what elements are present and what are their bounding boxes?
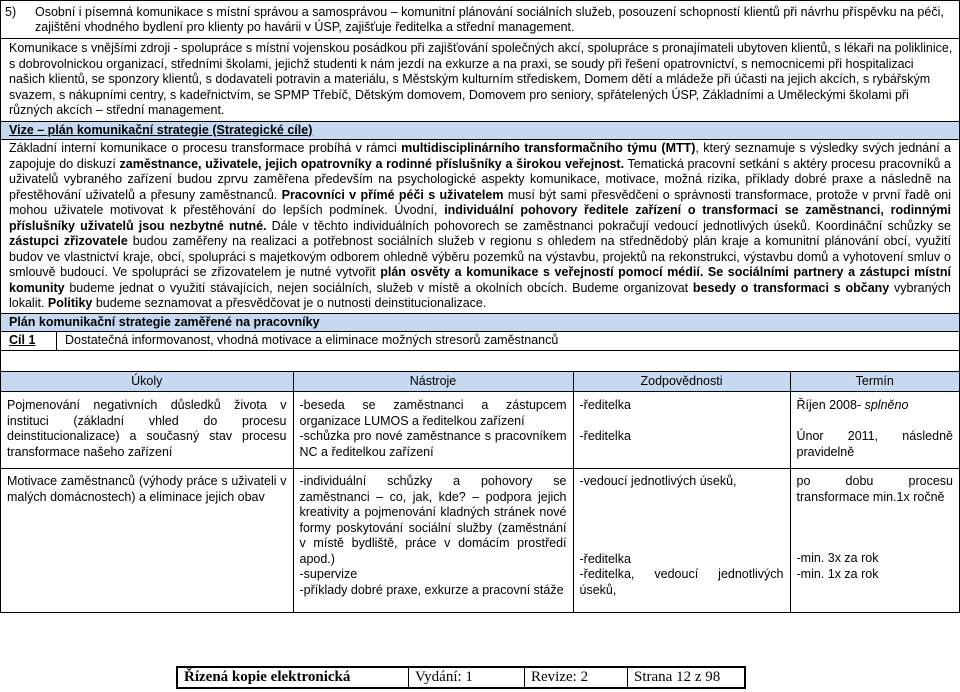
vize-text-row [1,140,959,314]
row1-termin-1: Říjen 2008- splněno [796,398,909,412]
row1-zodp-1: -ředitelka [579,398,631,412]
footer-page: Strana 12 z 98 [634,669,721,685]
vize-title: Vize – plán komunikační strategie (Strategické cíle) [9,122,313,137]
row1-zodpovednosti [573,392,790,469]
row2-nastroj-3: -příklady dobré praxe, exkurze a pracovní stáže [299,582,564,597]
row2-nastroj-1: -individuální schůzky a pohovory se zaměstnanci – co, jak, kde? – podpora jejich kreativity a pojmenování kladných stránek nové formy poskytování sociální služby (zaměstnání v místě bydliště, práce v domácím prostředí apod.) [299,474,567,566]
cil-text: Dostatečná informovanost, vhodná motivace a eliminace možných stresorů zaměstnanců [65,333,559,347]
footer-revision: Revize: 2 [525,668,628,687]
row1-nastroje [293,392,573,469]
row2-termin-3: -min. 1x za rok [796,566,879,581]
row2-ukol: Motivace zaměstnanců (výhody práce s uživateli v malých domácnostech) a eliminace jejich obav [1,469,293,613]
row1-ukol: Pojmenování negativních důsledků života v instituci (základní vhled do procesu deinstitucionalizace) a současný stav procesu transformace našeho zařízení [1,392,293,469]
row2-termin-2: -min. 3x za rok [796,551,879,565]
row2-termin [790,469,959,613]
vize-text: Základní interní komunikace o procesu transformace probíhá v rámci multidisciplinárního transformačního týmu (MTT), který seznamuje s výsledky svých jednání a zapojuje do diskuzí zaměstnance, uživatele, jejich opatrovníky a rodinné příslušníky a širokou veřejnost. Tematická pracovní setkání s aktéry procesu pracovníků a uživatelů vybraného zařízení budou zprvu zaměřena především na psychologické aspekty komunikace, motivace, možná rizika, příklady dobré praxe a následně na přestěhování uživatelů a přesuny zaměstnanců. Pracovníci v přímé péči s uživatelem musí být sami přesvědčeni o správnosti transformace, protože v první řadě oni mohou uživatele motivovat k přestěhování do lepších podmínek. Úvodní, individuální pohovory ředitele zařízení o transformaci se zaměstnanci, rodinnými příslušníky uživatelů jsou nezbytné nutné. Dále v těchto individuálních pohovorech se zaměstnanci pokračují vedoucí jednotlivých úseků. Koordináční schůzky se zástupci zřizovatele budou zaměřeny na realizaci a potřebnost sociálních služeb v regionu s ohledem na střednědobý plán kraje a komunitní plánování obcí, využití budov ve vlastnictví kraje, obcí, spolupráci s majetkovým odborem ohledně výběru pozemků na výstavbu, projektů na rekonstrukci, výstavbu domů a vyhotovení smluv o smlouvě budoucí. Ve spolupráci se zřizovatelem je nutné vytvořit plán osvěty a komunikace s veřejností pomocí médií. Se sociálními partnery a zástupci místní komunity budeme jednat o využití stávajících, nejen sociálních, služeb v místě a okolních obcích. Budeme organizovat besedy o transformaci s občany vybraných lokalit. Politiky budeme seznamovat a přesvědčovat je o nutnosti deinstitucionalizace. [9,141,952,310]
header-nastroje: Nástroje [293,372,573,392]
page-footer [176,666,746,689]
footer-issue: Vydání: 1 [409,668,525,687]
plan-title: Plán komunikační strategie zaměřené na pracovníky [9,314,320,329]
external-communication-text: Komunikace s vnějšími zdroji - spolupráce s místní vojenskou posádkou při zajišťování společných akcí, spolupráce s pronajímateli ubytoven klientů, s lékaři na poliklinice, s dobrovolnickou organizací, středními školami, jejichž studenti k nám jezdí na exkurze a na praxi, se soudy při řešení opatrovnictví, s nemocnicemi při hospitalizaci našich klientů, se sponzory klientů, s dodavateli potravin a materiálu, s Městským kulturním střediskem, Domem dětí a mládeže při účasti na jejich akcích, s rybářským svazem, s nákupními centry, s kadeřnictvím, se SPMP Třebíč, Dětským domovem, Domovem pro seniory, spřátelených ÚSP, Základními a Uměleckými školami při různých akcích – střední management. [9,41,953,117]
row2-zodp-3: -ředitelka, vedoucí jednotlivých úseků, [579,567,784,597]
row1-zodp-2: -ředitelka [579,429,631,443]
spacer [1,351,959,372]
cil-label: Cíl 1 [1,332,57,350]
table-row [1,469,959,613]
plan-title-row [1,314,959,333]
tasks-table [1,372,959,614]
vize-title-row [1,122,959,141]
row2-nastroj-2: -supervize [299,567,358,581]
row1-nastroj-2: -schůzka pro nové zaměstnance s pracovníkem NC a ředitelkou zařízení [299,429,567,459]
section-heading: Osobní i písemná komunikace s místní správou a samosprávou – komunitní plánování sociálních služeb, posouzení schopností klientů při návrhu příspěvku na péči, zajištění vhodného bydlení pro klienty po havárii v ÚSP, zajišťuje ředitelka a střední management. [35,5,944,34]
row2-zodp-1: -vedoucí jednotlivých úseků, [579,474,737,488]
row1-nastroj-1: -beseda se zaměstnanci a zástupcem organizace LUMOS a ředitelkou zařízení [299,398,567,428]
row1-termin-2: Únor 2011, následně pravidelně [796,429,953,459]
external-communication-row [1,39,959,122]
header-ukoly: Úkoly [1,372,293,392]
row2-termin-1: po dobu procesu transformace min.1x ročně [796,474,953,504]
row2-zodpovednosti [573,469,790,613]
section5-heading-row [1,1,959,39]
header-termin: Termín [790,372,959,392]
row2-zodp-2: -ředitelka [579,551,631,566]
header-zodpovednosti: Zodpovědnosti [573,372,790,392]
row2-nastroje [293,469,573,613]
footer-title: Řízená kopie elektronická [178,668,409,687]
table-row [1,392,959,469]
table-header-row [1,372,959,392]
row1-termin [790,392,959,469]
cil-row [1,332,959,351]
section-number: 5) [5,5,17,19]
